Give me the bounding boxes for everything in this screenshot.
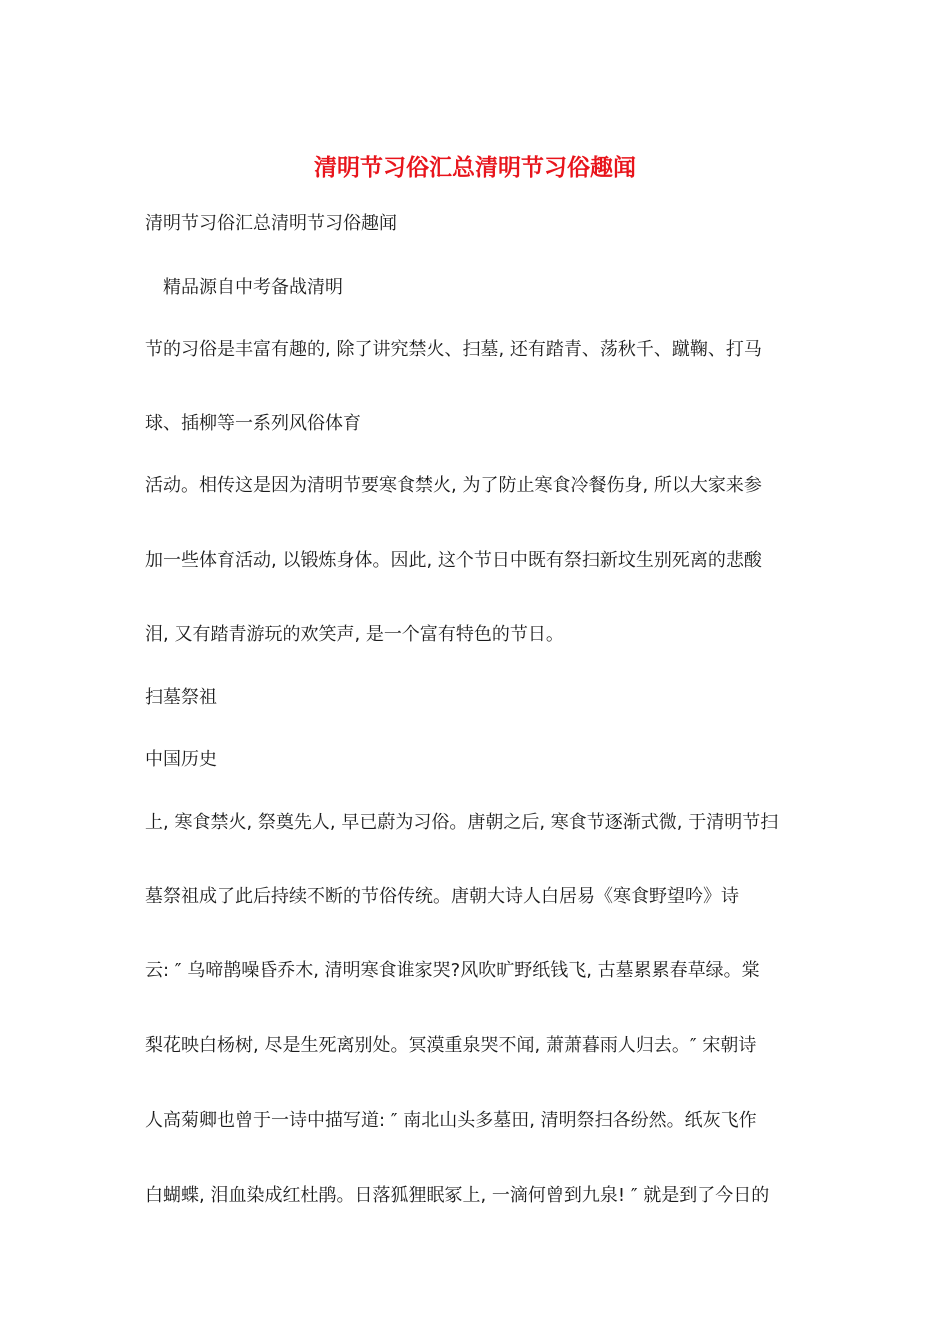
text-line: 精品源自中考备战清明: [163, 277, 343, 298]
document-title: 清明节习俗汇总清明节习俗趣闻: [314, 154, 636, 181]
text-line: 活动。相传这是因为清明节要寒食禁火, 为了防止寒食冷餐伤身, 所以大家来参: [145, 475, 762, 496]
text-line: 泪, 又有踏青游玩的欢笑声, 是一个富有特色的节日。: [145, 624, 564, 645]
text-line: 墓祭祖成了此后持续不断的节俗传统。唐朝大诗人白居易《寒食野望吟》诗: [145, 886, 739, 907]
section-heading: 扫墓祭祖: [145, 687, 217, 708]
text-line: 白蝴蝶, 泪血染成红杜鹃。日落狐狸眠冢上, 一滴何曾到九泉! ″ 就是到了今日的: [145, 1185, 770, 1206]
text-line: 人高菊卿也曾于一诗中描写道: ″ 南北山头多墓田, 清明祭扫各纷然。纸灰飞作: [145, 1110, 757, 1131]
text-line: 球、插柳等一系列风俗体育: [145, 413, 361, 434]
text-line: 上, 寒食禁火, 祭奠先人, 早已蔚为习俗。唐朝之后, 寒食节逐渐式微, 于清明节扫: [145, 812, 779, 833]
text-line: 中国历史: [145, 749, 217, 770]
text-line: 节的习俗是丰富有趣的, 除了讲究禁火、扫墓, 还有踏青、荡秋千、蹴鞠、打马: [145, 339, 762, 360]
text-line: 梨花映白杨树, 尽是生死离别处。冥漠重泉哭不闻, 萧萧暮雨人归去。″ 宋朝诗: [145, 1035, 757, 1056]
subtitle-line: 清明节习俗汇总清明节习俗趣闻: [145, 213, 397, 234]
text-line: 加一些体育活动, 以锻炼身体。因此, 这个节日中既有祭扫新坟生别死离的悲酸: [145, 550, 762, 571]
text-line: 云: ″ 乌啼鹊噪昏乔木, 清明寒食谁家哭?风吹旷野纸钱飞, 古墓累累春草绿。棠: [145, 960, 760, 981]
